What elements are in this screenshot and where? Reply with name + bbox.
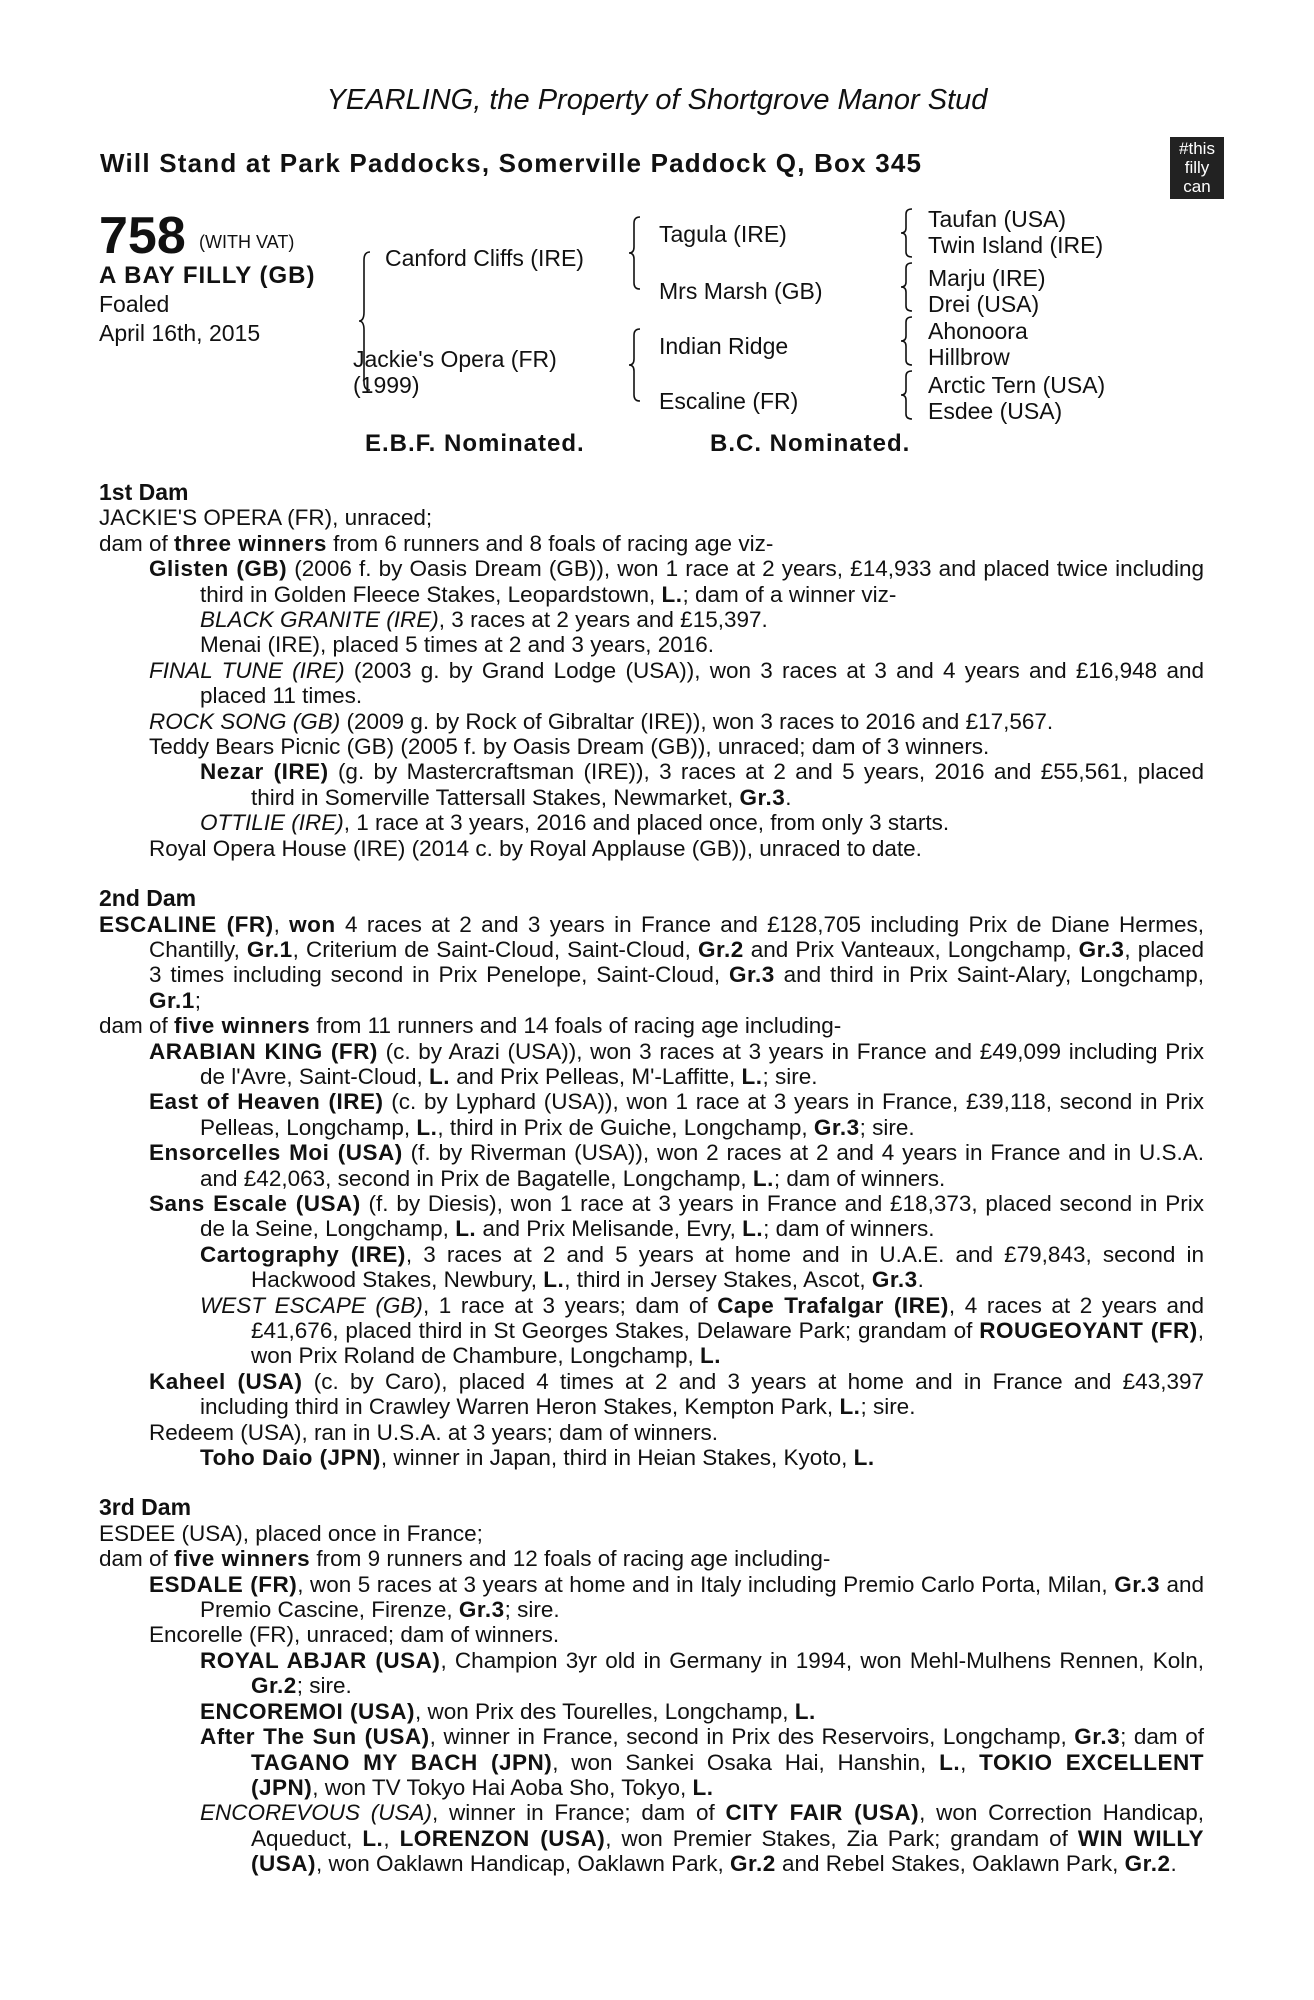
third-dam-line: ROYAL ABJAR (USA), Champion 3yr old in Germany in 1994, won Mehl-Mulhens Rennen, Koln, Gr.2; sire. xyxy=(200,1647,1204,1699)
tagula-brace xyxy=(900,206,918,260)
logo-line: filly xyxy=(1184,158,1210,177)
indian-ridge-brace xyxy=(900,314,918,368)
first-dam-heading: 1st Dam xyxy=(99,479,189,505)
second-dam-heading: 2nd Dam xyxy=(99,885,197,912)
dam-sire-name: Indian Ridge xyxy=(659,333,789,359)
dam-name: Jackie's Opera (FR) xyxy=(353,346,557,372)
produce-record xyxy=(99,480,1204,1877)
first-dam-line: OTTILIE (IRE), 1 race at 3 years, 2016 and placed once, from only 3 starts. xyxy=(200,810,950,836)
vat-note: (WITH VAT) xyxy=(199,232,295,252)
dam-year: (1999) xyxy=(353,372,420,398)
second-dam-line: Kaheel (USA) (c. by Caro), placed 4 times at 2 and 3 years at home and in France and £43,397 including third in Crawley Warren Heron Stakes, Kempton Park, L.; sire. xyxy=(149,1368,1204,1420)
second-dam-line: WEST ESCAPE (GB), 1 race at 3 years; dam of Cape Trafalgar (IRE), 4 races at 2 years and £41,676, placed third in St Georges Stakes, Delaware Park; grandam of ROUGEOYANT (FR), won Prix Roland de Chambure, Longchamp, L. xyxy=(200,1292,1205,1369)
third-dam-line: ESDEE (USA), placed once in France; xyxy=(99,1520,483,1546)
first-dam-line: dam of three winners from 6 runners and 8 foals of racing age viz- xyxy=(99,530,774,556)
foaled-label: Foaled xyxy=(99,291,170,317)
ebf-nomination: E.B.F. Nominated. xyxy=(365,430,585,457)
second-dam-line: ARABIAN KING (FR) (c. by Arazi (USA)), won 3 races at 3 years in France and £49,099 including Prix de l'Avre, Saint-Cloud, L. and Prix Pelleas, M'-Laffitte, L.; sire. xyxy=(149,1038,1204,1089)
second-dam-line: Cartography (IRE), 3 races at 2 and 5 years at home and in U.A.E. and £79,843, second in Hackwood Stakes, Newbury, L., third in Jersey Stakes, Ascot, Gr.3. xyxy=(200,1241,1204,1293)
second-dam-line: Ensorcelles Moi (USA) (f. by Riverman (USA)), won 2 races at 2 and 4 years in France and in U.S.A. and £42,063, second in Prix de Bagatelle, Longchamp, L.; dam of winners. xyxy=(149,1140,1204,1191)
mrs-marsh-brace xyxy=(900,260,918,314)
ancestor-ahonoora: Ahonoora xyxy=(928,318,1028,344)
sire-brace xyxy=(628,213,648,293)
third-dam-line: After The Sun (USA), winner in France, second in Prix des Reservoirs, Longchamp, Gr.3; dam of TAGANO MY BACH (JPN), won Sankei Osaka Hai, Hanshin, L., TOKIO EXCELLENT (JPN), won TV Tokyo Hai Aoba Sho, Tokyo, L. xyxy=(200,1724,1204,1800)
logo-line: #this xyxy=(1179,139,1215,158)
first-dam-line: Royal Opera House (IRE) (2014 c. by Royal Applause (GB)), unraced to date. xyxy=(149,835,922,861)
ancestor-taufan: Taufan (USA) xyxy=(928,206,1067,232)
first-dam-line: Glisten (GB) (2006 f. by Oasis Dream (GB)), won 1 race at 2 years, £14,933 and placed twice including third in Golden Fleece Stakes, Leopardstown, L.; dam of a winner viz- xyxy=(149,556,1204,607)
third-dam-line: ENCOREMOI (USA), won Prix des Tourelles, Longchamp, L. xyxy=(200,1698,816,1724)
second-dam-line: East of Heaven (IRE) (c. by Lyphard (USA)), won 1 race at 3 years in France, £39,118, second in Prix Pelleas, Longchamp, L., third in Prix de Guiche, Longchamp, Gr.3; sire. xyxy=(149,1089,1204,1140)
second-dam-line: ESCALINE (FR), won 4 races at 2 and 3 years in France and £128,705 including Prix de Diane Hermes, Chantilly, Gr.1, Criterium de Saint-Cloud, Saint-Cloud, Gr.2 and Prix Vanteaux, Longchamp, Gr.3, placed 3 times including second in Prix Penelope, Saint-Cloud, Gr.3 and third in Prix Saint-Alary, Longchamp, Gr.1; xyxy=(99,911,1204,1013)
sire-sire-name: Tagula (IRE) xyxy=(659,221,787,247)
second-dam-line: Redeem (USA), ran in U.S.A. at 3 years; dam of winners. xyxy=(149,1419,718,1445)
third-dam-line: dam of five winners from 9 runners and 12 foals of racing age including- xyxy=(99,1546,831,1572)
first-dam-line: Menai (IRE), placed 5 times at 2 and 3 years, 2016. xyxy=(200,632,715,658)
first-dam-line: FINAL TUNE (IRE) (2003 g. by Grand Lodge (USA)), won 3 races at 3 and 4 years and £16,948 and placed 11 times. xyxy=(149,657,1205,709)
third-dam-line: ENCOREVOUS (USA), winner in France; dam of CITY FAIR (USA), won Correction Handicap, Aqueduct, L., LORENZON (USA), won Premier Stakes, Zia Park; grandam of WIN WILLY (USA), won Oaklawn Handicap, Oaklawn Park, Gr.2 and Rebel Stakes, Oaklawn Park, Gr.2. xyxy=(200,1800,1204,1877)
first-dam-line: BLACK GRANITE (IRE), 3 races at 2 years and £15,397. xyxy=(200,607,768,633)
ancestor-esdee: Esdee (USA) xyxy=(928,398,1063,424)
ancestor-hillbrow: Hillbrow xyxy=(928,344,1010,370)
lot-number: 758 xyxy=(99,207,186,265)
escaline-brace xyxy=(900,368,918,422)
first-dam-line: JACKIE'S OPERA (FR), unraced; xyxy=(99,505,433,531)
ancestor-marju: Marju (IRE) xyxy=(928,265,1046,291)
ancestor-twin-island: Twin Island (IRE) xyxy=(928,232,1104,258)
first-dam-line: ROCK SONG (GB) (2009 g. by Rock of Gibraltar (IRE)), won 3 races to 2016 and £17,567. xyxy=(149,708,1054,734)
horse-description: A BAY FILLY (GB) xyxy=(99,262,316,289)
first-dam-line: Nezar (IRE) (g. by Mastercraftsman (IRE)), 3 races at 2 and 5 years, 2016 and £55,561, placed third in Somerville Tattersall Stakes, Newmarket, Gr.3. xyxy=(200,759,1204,810)
this-filly-can-logo xyxy=(1170,137,1224,199)
stand-location: Will Stand at Park Paddocks, Somerville Paddock Q, Box 345 xyxy=(100,148,923,178)
bc-nomination: B.C. Nominated. xyxy=(710,430,911,457)
ancestor-drei: Drei (USA) xyxy=(928,291,1040,317)
sire-dam-name: Mrs Marsh (GB) xyxy=(659,278,823,304)
dam-brace xyxy=(628,325,648,405)
foaled-date: April 16th, 2015 xyxy=(99,320,261,346)
dam-dam-name: Escaline (FR) xyxy=(659,388,799,414)
second-dam-line: dam of five winners from 11 runners and 14 foals of racing age including- xyxy=(99,1013,842,1039)
ancestor-arctic-tern: Arctic Tern (USA) xyxy=(928,372,1106,398)
third-dam-heading: 3rd Dam xyxy=(99,1494,192,1521)
logo-line: can xyxy=(1183,177,1211,196)
second-dam-line: Toho Daio (JPN), winner in Japan, third in Heian Stakes, Kyoto, L. xyxy=(200,1445,875,1471)
first-dam-line: Teddy Bears Picnic (GB) (2005 f. by Oasis Dream (GB)), unraced; dam of 3 winners. xyxy=(149,734,990,760)
third-dam-line: Encorelle (FR), unraced; dam of winners. xyxy=(149,1622,560,1648)
sire-name: Canford Cliffs (IRE) xyxy=(385,245,584,271)
third-dam-line: ESDALE (FR), won 5 races at 3 years at home and in Italy including Premio Carlo Porta, Milan, Gr.3 and Premio Cascine, Firenze, Gr.3; sire. xyxy=(149,1571,1204,1623)
catalogue-header: YEARLING, the Property of Shortgrove Manor Stud xyxy=(326,84,988,116)
second-dam-line: Sans Escale (USA) (f. by Diesis), won 1 race at 3 years in France and £18,373, placed second in Prix de la Seine, Longchamp, L. and Prix Melisande, Evry, L.; dam of winners. xyxy=(149,1190,1204,1242)
